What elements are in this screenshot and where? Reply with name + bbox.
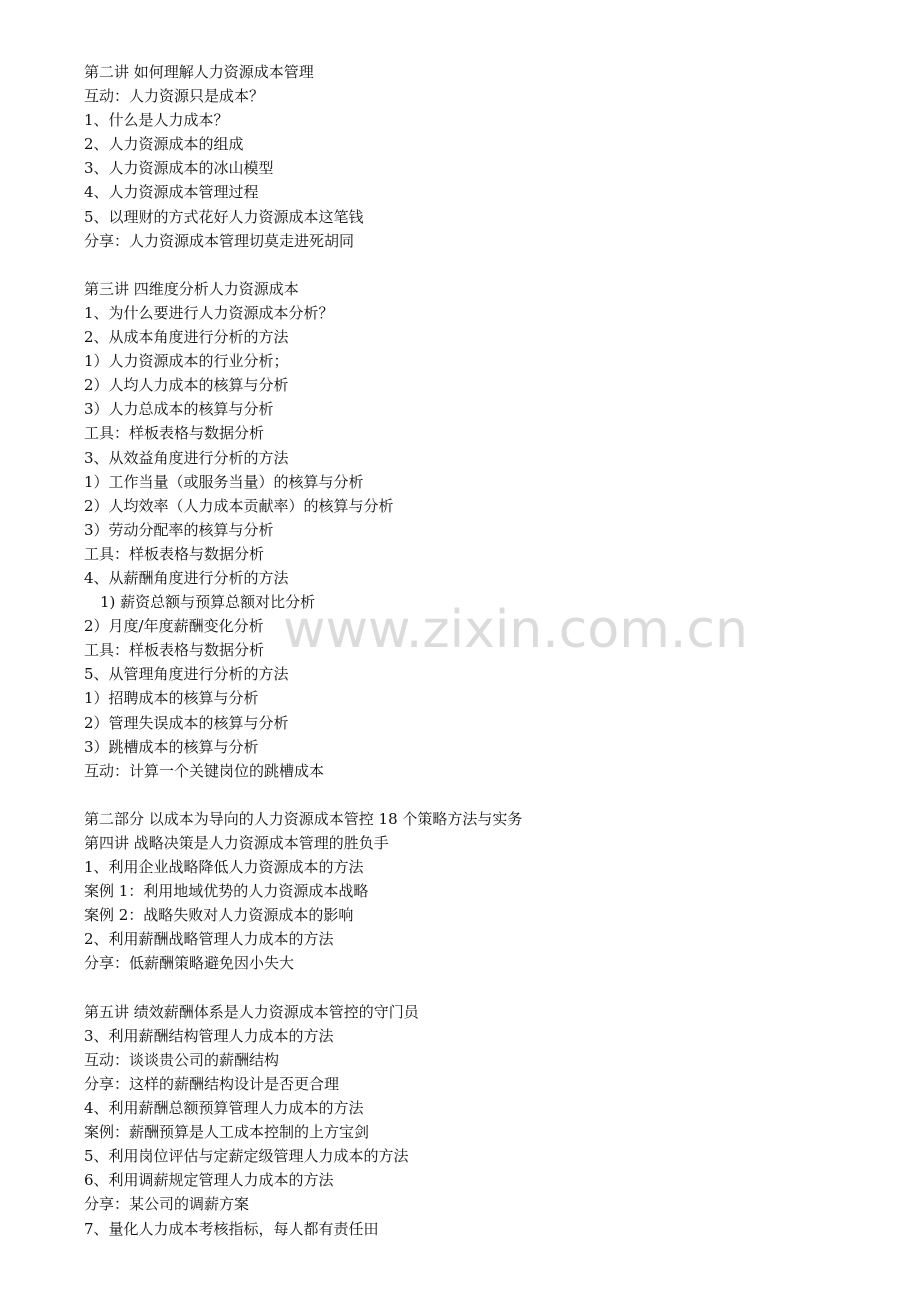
text-line: 4、人力资源成本管理过程 bbox=[84, 183, 259, 202]
text-line: 工具：样板表格与数据分析 bbox=[84, 424, 265, 443]
text-line: 6、利用调薪规定管理人力成本的方法 bbox=[84, 1171, 334, 1190]
text-line: 互动：计算一个关键岗位的跳槽成本 bbox=[84, 761, 325, 780]
text-line: 3、人力资源成本的冰山模型 bbox=[84, 159, 274, 178]
section-gap bbox=[84, 783, 884, 807]
text-line: 1、利用企业战略降低人力资源成本的方法 bbox=[84, 858, 364, 877]
section-gap bbox=[84, 976, 884, 1000]
text-line: 7、量化人力成本考核指标，每人都有责任田 bbox=[84, 1219, 379, 1238]
text-line: 1）人力资源成本的行业分析； bbox=[84, 352, 289, 371]
text-line: 互动：人力资源只是成本？ bbox=[84, 87, 265, 106]
text-line: 4、利用薪酬总额预算管理人力成本的方法 bbox=[84, 1099, 364, 1118]
section-heading: 第五讲 绩效薪酬体系是人力资源成本管控的守门员 bbox=[84, 1002, 419, 1021]
section-heading: 第二讲 如何理解人力资源成本管理 bbox=[84, 63, 314, 81]
section-heading: 第三讲 四维度分析人力资源成本 bbox=[84, 279, 299, 298]
watermark: www.zixin.com.cn bbox=[283, 600, 748, 660]
text-line: 1、什么是人力成本？ bbox=[84, 111, 229, 130]
text-line: 2）人均人力成本的核算与分析 bbox=[84, 376, 289, 395]
text-line: 分享：低薪酬策略避免因小失大 bbox=[84, 954, 295, 973]
text-line: 5、以理财的方式花好人力资源成本这笔钱 bbox=[84, 207, 364, 226]
text-line: 2）月度/年度薪酬变化分析 bbox=[84, 617, 264, 636]
section-heading: 第二部分 以成本为导向的人力资源成本管控 18 个策略方法与实务 bbox=[84, 809, 523, 828]
text-line: 3）劳动分配率的核算与分析 bbox=[84, 520, 274, 539]
text-line: 3）跳槽成本的核算与分析 bbox=[84, 737, 259, 756]
text-line: 工具：样板表格与数据分析 bbox=[84, 544, 265, 563]
section-3 bbox=[84, 807, 884, 976]
section-1 bbox=[84, 60, 884, 253]
text-line: 工具：样板表格与数据分析 bbox=[84, 641, 265, 660]
text-line: 分享：这样的薪酬结构设计是否更合理 bbox=[84, 1074, 340, 1093]
text-line: 1) 薪资总额与预算总额对比分析 bbox=[100, 593, 316, 612]
text-line: 1）工作当量（或服务当量）的核算与分析 bbox=[84, 472, 364, 491]
document-body bbox=[84, 60, 884, 1241]
text-line: 案例 1：利用地域优势的人力资源成本战略 bbox=[84, 882, 369, 901]
text-line: 4、从薪酬角度进行分析的方法 bbox=[84, 568, 289, 587]
text-line: 5、利用岗位评估与定薪定级管理人力成本的方法 bbox=[84, 1147, 409, 1166]
text-line: 3、从效益角度进行分析的方法 bbox=[84, 448, 289, 467]
section-2 bbox=[84, 277, 884, 783]
text-line: 第四讲 战略决策是人力资源成本管理的胜负手 bbox=[84, 834, 389, 852]
text-line: 分享：某公司的调薪方案 bbox=[84, 1195, 250, 1214]
text-line: 2、人力资源成本的组成 bbox=[84, 135, 244, 154]
text-line: 互动：谈谈贵公司的薪酬结构 bbox=[84, 1050, 280, 1069]
section-gap bbox=[84, 253, 884, 277]
text-line: 2）管理失误成本的核算与分析 bbox=[84, 713, 289, 732]
text-line: 3、利用薪酬结构管理人力成本的方法 bbox=[84, 1026, 334, 1045]
text-line: 分享：人力资源成本管理切莫走进死胡同 bbox=[84, 231, 355, 250]
text-line: 1）招聘成本的核算与分析 bbox=[84, 689, 259, 708]
text-line: 2）人均效率（人力成本贡献率）的核算与分析 bbox=[84, 496, 394, 515]
section-4 bbox=[84, 1000, 884, 1241]
text-line: 案例 2：战略失败对人力资源成本的影响 bbox=[84, 906, 354, 925]
text-line: 2、从成本角度进行分析的方法 bbox=[84, 328, 289, 347]
text-line: 3）人力总成本的核算与分析 bbox=[84, 400, 274, 419]
text-line: 1、为什么要进行人力资源成本分析？ bbox=[84, 303, 334, 322]
text-line: 案例：薪酬预算是人工成本控制的上方宝剑 bbox=[84, 1123, 370, 1142]
text-line: 2、利用薪酬战略管理人力成本的方法 bbox=[84, 930, 334, 949]
text-line: 5、从管理角度进行分析的方法 bbox=[84, 665, 289, 684]
